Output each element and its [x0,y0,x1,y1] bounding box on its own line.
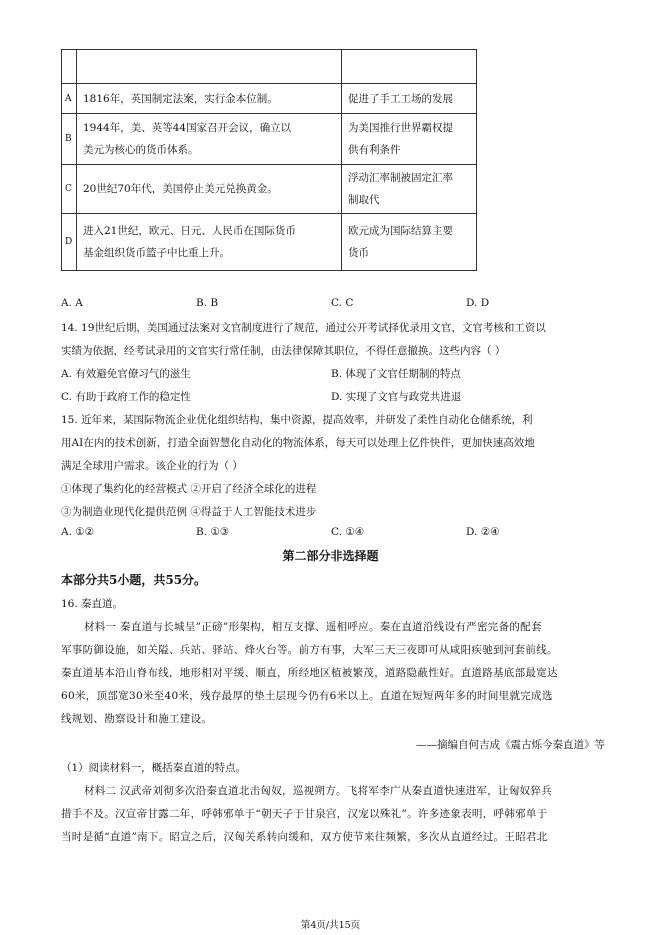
table-row [62,84,477,114]
material1-source: ——摘编自何吉成《震古烁今秦直道》等 [416,739,605,751]
row-effect: 促进了手工工场的发展 [342,84,477,114]
material2-line: 措手不及。汉宣帝甘露二年，呼韩邪单于“朝天子于甘泉宫，汉宠以殊礼”。许多迹象表明，呼韩邪单于 [61,808,548,820]
row-letter [62,50,77,84]
q13-choice-a[interactable]: A. A [61,297,83,309]
q14-choice-d[interactable]: D. 实现了文官与政党共进退 [331,391,462,403]
q15-stem-line: 15. 近年来，某国际物流企业优化组织结构，集中资源，提高效率，并研发了柔性自动化仓储系统，利 [61,414,533,426]
material1-line: 军事防御设施，如关隘、兵站、驿站、烽火台等。前方有事，大军三天三夜即可从咸阳疾驰到河套前线。 [61,644,558,656]
row-event: 1816年，英国制定法案，实行金本位制。 [77,84,342,114]
q15-choice-a[interactable]: A. ①② [61,526,95,538]
material1-line: 秦直道基本沿山脊布线，地形相对平缓、顺直，所经地区植被繁茂，道路隐蔽性好。直道路基底部最宽达 [61,667,558,679]
material1-line: 材料一 秦直道与长城呈”正磅”形架构，相互支撑、遥相呼应。秦在直道沿线设有严密完备的配套 [84,621,542,633]
row-effect [342,114,477,165]
row-event-line: 基金组织货币篮子中比重上升。 [83,247,230,259]
q14-choice-a[interactable]: A. 有效避免官僚习气的滋生 [61,368,191,380]
q15-statement: ①体现了集约化的经营模式 ②开启了经济全球化的进程 [61,483,317,495]
row-event: 20世纪70年代，美国停止美元兑换黄金。 [77,165,342,214]
q14-choice-c[interactable]: C. 有助于政府工作的稳定性 [61,391,191,403]
row-event [77,114,342,165]
material2-line: 当时是循“直道”南下。昭宣之后，汉匈关系转向缓和，双方使节来往频繁，多次从直道经过。王昭君北 [61,831,548,843]
q13-choice-c[interactable]: C. C [331,297,354,309]
row-event [77,50,342,84]
q15-stem-line: 满足全球用户需求。该企业的行为（ ） [61,460,243,472]
table-row [62,114,477,165]
q14-stem-line: 实绩为依据，经考试录用的文官实行常任制，由法律保障其职位，不得任意撤换。这些内容（ ） [61,345,506,357]
row-letter: B [62,114,77,165]
part2-title: 第二部分非选择题 [282,549,379,563]
q14-choice-b[interactable]: B. 体现了文官任期制的特点 [331,368,461,380]
row-letter: D [62,214,77,271]
row-effect-line: 货币 [348,247,369,259]
q15-choice-b[interactable]: B. ①③ [196,526,230,538]
row-effect-line: 为美国推行世界霸权提 [348,122,453,134]
q15-statement: ③为制造业现代化提供范例 ④得益于人工智能技术进步 [61,506,317,518]
material1-line: 60米，顶部宽30米至40米，残存最厚的垫土层现今仍有6米以上。直道在短短两年多的时间里就完成选 [61,690,553,702]
material2-line: 材料二 汉武帝刘彻多次沿秦直道北击匈奴，巡视朔方。飞将军李广从秦直道快速进军，让匈奴猝兵 [84,785,553,797]
q13-choice-d[interactable]: D. D [466,297,490,309]
q16-sub1: （1）阅读材料一，概括秦直道的特点。 [61,762,247,774]
page-footer: 第4页/共15页 [300,920,361,931]
row-effect-line: 欧元成为国际结算主要 [348,225,453,237]
q16-heading: 16. 秦直道。 [61,598,124,610]
row-effect [342,214,477,271]
table-row [62,50,477,84]
row-event-line: 1944年，美、英等44国家召开会议，确立以 [83,122,292,134]
q14-stem-line: 14. 19世纪后期，美国通过法案对文官制度进行了规范，通过公开考试择优录用文官，文官考核和工资以 [61,322,546,334]
row-effect-line: 浮动汇率制被固定汇率 [348,172,453,184]
table-row [62,214,477,271]
row-effect-line: 制取代 [348,194,380,206]
row-letter: C [62,165,77,214]
row-letter: A [62,84,77,114]
q15-choice-d[interactable]: D. ②④ [466,526,500,538]
row-effect [342,165,477,214]
row-event [77,214,342,271]
table-row [62,165,477,214]
row-event-line: 进入21世纪，欧元、日元、人民币在国际货币 [83,225,296,237]
q15-choice-c[interactable]: C. ①④ [331,526,365,538]
row-event-line: 美元为核心的货币体系。 [83,144,199,156]
options-table [61,49,477,271]
q13-choice-b[interactable]: B. B [196,297,219,309]
row-effect-line: 供有利条件 [348,144,401,156]
q15-stem-line: 用AI在内的技术创新，打造全面智慧化自动化的物流体系，每天可以处理上亿件快件，更加快速高效地 [61,437,535,449]
material1-line: 线规划、勘察设计和施工建设。 [61,713,213,725]
part2-summary: 本部分共5小题，共55分。 [61,573,207,587]
row-effect [342,50,477,84]
